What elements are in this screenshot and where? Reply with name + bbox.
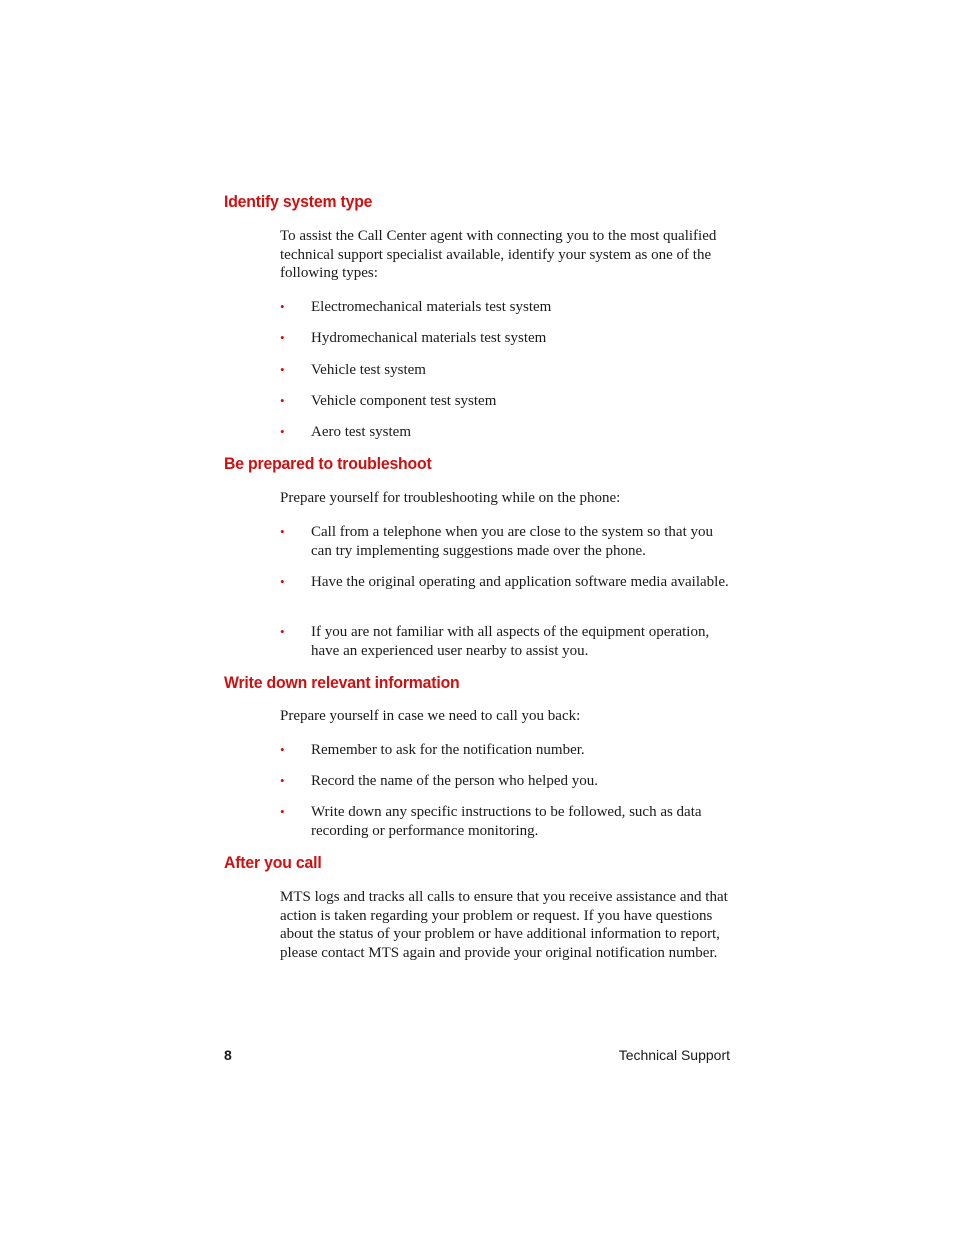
list-item: • Vehicle component test system	[280, 393, 497, 409]
heading-after-you-call: After you call	[224, 853, 322, 872]
bullet-icon: •	[280, 742, 285, 757]
list-item: • Call from a telephone when you are close to the system so that you can try implementing suggestions made over the phone.	[280, 524, 713, 559]
bullet-icon: •	[280, 362, 285, 377]
list-item: • If you are not familiar with all aspects of the equipment operation, have an experienced user nearby to assist you.	[280, 624, 710, 659]
list-item: • Hydromechanical materials test system	[280, 330, 547, 346]
intro-write-down: Prepare yourself in case we need to call you back:	[280, 708, 581, 724]
list-item: • Aero test system	[280, 424, 411, 440]
bullet-icon: •	[280, 299, 285, 314]
heading-identify-system-type: Identify system type	[224, 192, 373, 211]
list-item: • Record the name of the person who helped you.	[280, 773, 598, 789]
intro-after-you-call: MTS logs and tracks all calls to ensure that you receive assistance and that action is taken regarding your problem or request. If you have questions about the status of your problem or have additional information to report, please contact MTS again and provide your original notification number.	[280, 889, 728, 961]
page-number: 8	[224, 1047, 232, 1063]
chapter-title: Technical Support	[618, 1047, 730, 1063]
bullet-icon: •	[280, 773, 285, 788]
list-item: • Write down any specific instructions to be followed, such as data recording or performance monitoring.	[280, 804, 702, 839]
bullet-icon: •	[280, 393, 285, 408]
list-item: • Have the original operating and application software media available.	[280, 574, 729, 590]
bullet-icon: •	[280, 524, 285, 539]
bullet-icon: •	[280, 574, 285, 589]
list-item: • Electromechanical materials test system	[280, 299, 552, 315]
heading-write-down: Write down relevant information	[224, 673, 460, 692]
bullet-icon: •	[280, 624, 285, 639]
bullet-icon: •	[280, 804, 285, 819]
bullet-icon: •	[280, 424, 285, 439]
bullet-icon: •	[280, 330, 285, 345]
heading-be-prepared: Be prepared to troubleshoot	[224, 454, 432, 473]
intro-be-prepared: Prepare yourself for troubleshooting while on the phone:	[280, 490, 621, 506]
list-item: • Remember to ask for the notification number.	[280, 742, 585, 758]
list-item: • Vehicle test system	[280, 362, 426, 378]
intro-identify-system-type: To assist the Call Center agent with connecting you to the most qualified technical support specialist available, identify your system as one of the following types:	[280, 228, 717, 282]
